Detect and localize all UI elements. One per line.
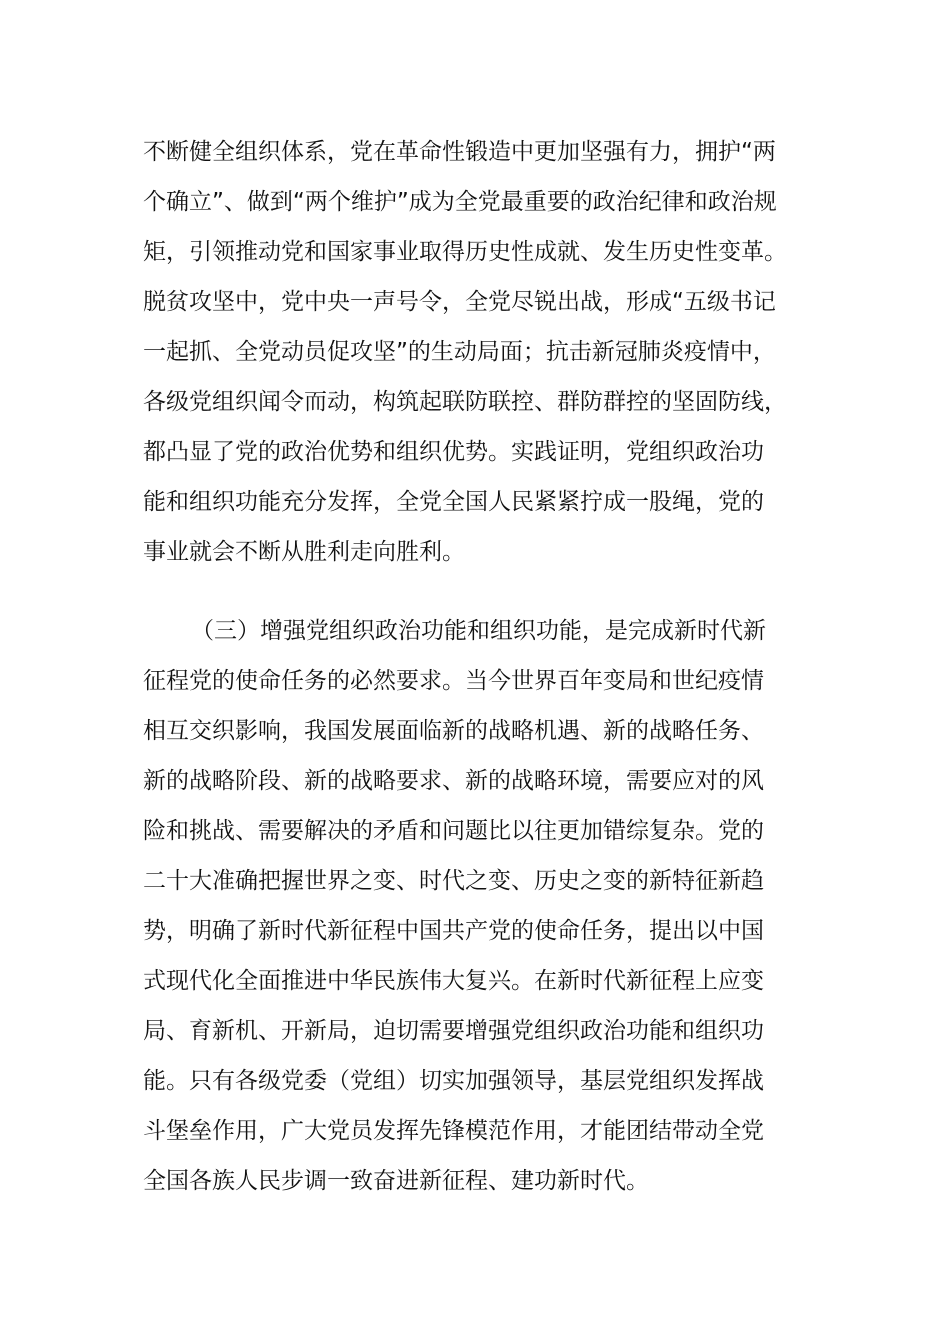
paragraph-line: 斗堡垒作用，广大党员发挥先锋模范作用，才能团结带动全党 [143, 1118, 764, 1144]
paragraph-line: 脱贫攻坚中，党中央一声号令，全党尽锐出战，形成“五级书记 [143, 289, 776, 315]
paragraph-spacing [143, 577, 813, 606]
paragraph-line: 相互交织影响，我国发展面临新的战略机遇、新的战略任务、 [143, 718, 764, 744]
paragraph-line: 矩，引领推动党和国家事业取得历史性成就、发生历史性变革。 [143, 239, 787, 265]
paragraph-line: 一起抓、全党动员促攻坚”的生动局面；抗击新冠肺炎疫情中， [143, 339, 776, 365]
paragraph-line: 势，明确了新时代新征程中国共产党的使命任务，提出以中国 [143, 918, 764, 944]
paragraph-2 [143, 606, 813, 1206]
paragraph-line: 能和组织功能充分发挥，全党全国人民紧紧拧成一股绳，党的 [143, 489, 764, 515]
paragraph-line: 征程党的使命任务的必然要求。当今世界百年变局和世纪疫情 [143, 668, 764, 694]
paragraph-line: 事业就会不断从胜利走向胜利。 [143, 539, 465, 565]
paragraph-line: （三）增强党组织政治功能和组织功能，是完成新时代新 [191, 618, 766, 644]
paragraph-line: 都凸显了党的政治优势和组织优势。实践证明，党组织政治功 [143, 439, 764, 465]
paragraph-line: 二十大准确把握世界之变、时代之变、历史之变的新特征新趋 [143, 868, 764, 894]
paragraph-line: 不断健全组织体系，党在革命性锻造中更加坚强有力，拥护“两 [143, 139, 776, 165]
paragraph-line: 险和挑战、需要解决的矛盾和问题比以往更加错综复杂。党的 [143, 818, 764, 844]
paragraph-line: 能。只有各级党委（党组）切实加强领导，基层党组织发挥战 [143, 1068, 764, 1094]
paragraph-line: 局、育新机、开新局，迫切需要增强党组织政治功能和组织功 [143, 1018, 764, 1044]
paragraph-line: 式现代化全面推进中华民族伟大复兴。在新时代新征程上应变 [143, 968, 764, 994]
paragraph-line: 个确立”、做到“两个维护”成为全党最重要的政治纪律和政治规 [143, 189, 777, 215]
paragraph-line: 全国各族人民步调一致奋进新征程、建功新时代。 [143, 1168, 649, 1194]
paragraph-line: 各级党组织闻令而动，构筑起联防联控、群防群控的坚固防线， [143, 389, 787, 415]
paragraph-line: 新的战略阶段、新的战略要求、新的战略环境，需要应对的风 [143, 768, 764, 794]
paragraph-1 [143, 127, 813, 577]
document-body [143, 127, 813, 1206]
